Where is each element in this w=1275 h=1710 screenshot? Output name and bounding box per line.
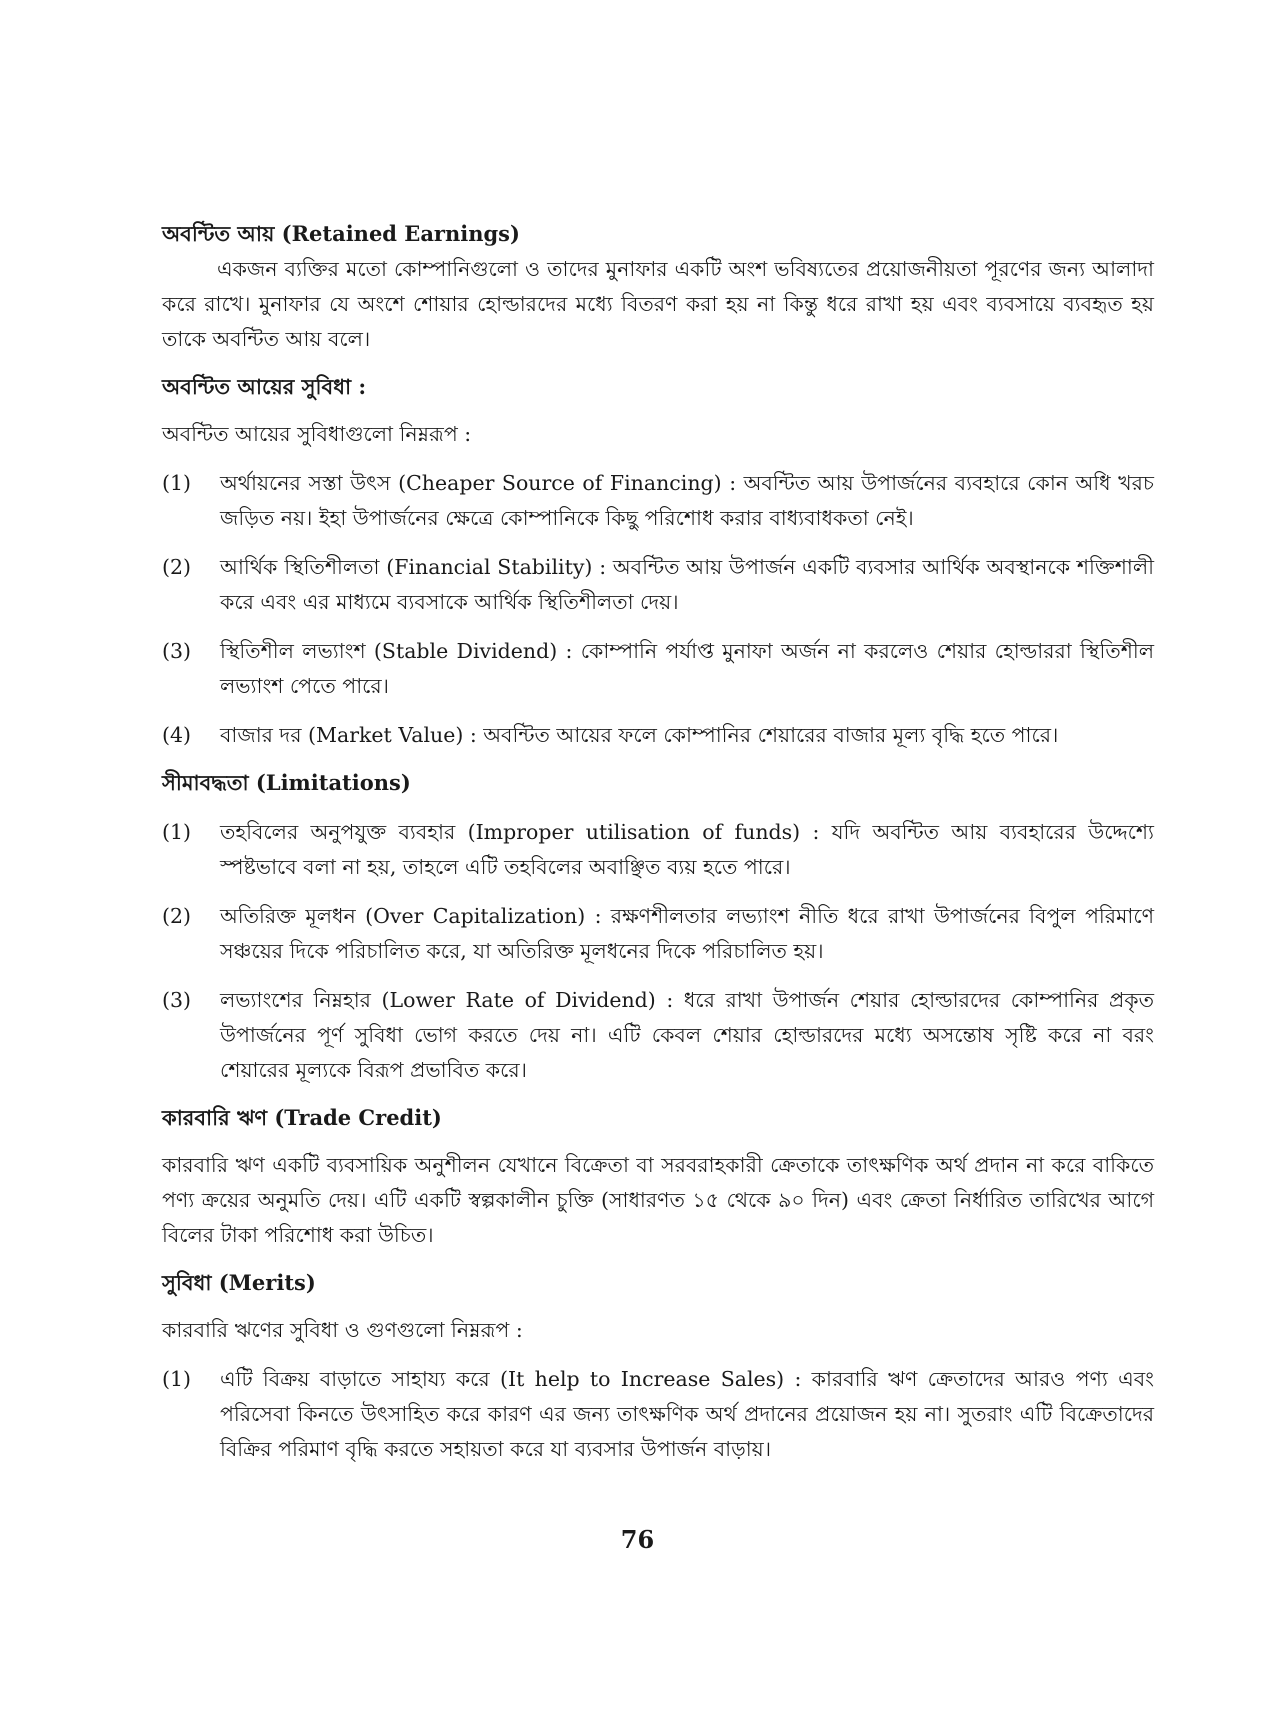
item-number: (1) bbox=[162, 471, 192, 495]
item-number: (2) bbox=[162, 904, 192, 928]
list-item bbox=[162, 899, 1154, 969]
item-number: (3) bbox=[162, 988, 192, 1012]
item-number: (3) bbox=[162, 639, 192, 663]
list-item bbox=[162, 983, 1154, 1088]
item-text: এটি বিক্রয় বাড়াতে সাহায্য করে (It help to Increase Sales) : কারবারি ঋণ ক্রেতাদের আরও পণ্য এবং পরিসেবা কিনতে উৎসাহিত করে কারণ এর জন্য তাৎক্ষণিক অর্থ প্রদানের প্রয়োজন হয় না। সুতরাং এটি বিক্রেতাদের বিক্রির পরিমাণ বৃদ্ধি করতে সহায়তা করে যা ব্যবসার উপার্জন বাড়ায়। bbox=[220, 1367, 1154, 1461]
advantages-lead: অবন্টিত আয়ের সুবিধাগুলো নিম্নরূপ : bbox=[162, 422, 472, 446]
advantages-list bbox=[162, 466, 1154, 753]
item-number: (1) bbox=[162, 1367, 192, 1391]
item-number: (2) bbox=[162, 555, 192, 579]
item-number: (1) bbox=[162, 820, 192, 844]
item-text: লভ্যাংশের নিম্নহার (Lower Rate of Dividend) : ধরে রাখা উপার্জন শেয়ার হোল্ডারদের কোম্পানির প্রকৃত উপার্জনের পূর্ণ সুবিধা ভোগ করতে দেয় না। এটি কেবল শেয়ার হোল্ডারদের মধ্যে অসন্তোষ সৃষ্টি করে না বরং শেয়ারের মূল্যকে বিরূপ প্রভাবিত করে। bbox=[220, 988, 1154, 1082]
page-content bbox=[162, 216, 1154, 1467]
retained-earnings-intro: একজন ব্যক্তির মতো কোম্পানিগুলো ও তাদের মুনাফার একটি অংশ ভবিষ্যতের প্রয়োজনীয়তা পূরণের জন্য আলাদা করে রাখে। মুনাফার যে অংশে শোয়ার হোল্ডারদের মধ্যে বিতরণ করা হয় না কিন্তু ধরে রাখা হয় এবং ব্যবসায়ে ব্যবহৃত হয় তাকে অবন্টিত আয় বলে। bbox=[162, 257, 1154, 351]
list-item bbox=[162, 1362, 1154, 1467]
list-item bbox=[162, 718, 1154, 753]
retained-earnings-heading: অবন্টিত আয় (Retained Earnings) bbox=[162, 221, 520, 246]
list-item bbox=[162, 815, 1154, 885]
item-text: বাজার দর (Market Value) : অবন্টিত আয়ের ফলে কোম্পানির শেয়ারের বাজার মূল্য বৃদ্ধি হতে পারে। bbox=[220, 723, 1059, 747]
limitations-heading: সীমাবদ্ধতা (Limitations) bbox=[162, 770, 411, 795]
item-text: আর্থিক স্থিতিশীলতা (Financial Stability) : অবন্টিত আয় উপার্জন একটি ব্যবসার আর্থিক অবস্থানকে শক্তিশালী করে এবং এর মাধ্যমে ব্যবসাকে আর্থিক স্থিতিশীলতা দেয়। bbox=[220, 555, 1154, 614]
item-number: (4) bbox=[162, 723, 192, 747]
item-text: স্থিতিশীল লভ্যাংশ (Stable Dividend) : কোম্পানি পর্যাপ্ত মুনাফা অর্জন না করলেও শেয়ার হোল্ডাররা স্থিতিশীল লভ্যাংশ পেতে পারে। bbox=[220, 639, 1154, 698]
merits-heading: সুবিধা (Merits) bbox=[162, 1270, 316, 1295]
list-item bbox=[162, 466, 1154, 536]
item-text: অর্থায়নের সস্তা উৎস (Cheaper Source of Financing) : অবন্টিত আয় উপার্জনের ব্যবহারে কোন অধি খরচ জড়িত নয়। ইহা উপার্জনের ক্ষেত্রে কোম্পানিকে কিছু পরিশোধ করার বাধ্যবাধকতা নেই। bbox=[220, 471, 1154, 530]
limitations-list bbox=[162, 815, 1154, 1088]
merits-lead: কারবারি ঋণের সুবিধা ও গুণগুলো নিম্নরূপ : bbox=[162, 1318, 523, 1342]
list-item bbox=[162, 634, 1154, 704]
list-item bbox=[162, 550, 1154, 620]
advantages-heading: অবন্টিত আয়ের সুবিধা : bbox=[162, 374, 367, 399]
trade-credit-intro: কারবারি ঋণ একটি ব্যবসায়িক অনুশীলন যেখানে বিক্রেতা বা সরবরাহকারী ক্রেতাকে তাৎক্ষণিক অর্থ প্রদান না করে বাকিতে পণ্য ক্রয়ের অনুমতি দেয়। এটি একটি স্বল্পকালীন চুক্তি (সাধারণত ১৫ থেকে ৯০ দিন) এবং ক্রেতা নির্ধারিত তারিখের আগে বিলের টাকা পরিশোধ করা উচিত। bbox=[162, 1153, 1154, 1247]
item-text: তহবিলের অনুপযুক্ত ব্যবহার (Improper utilisation of funds) : যদি অবন্টিত আয় ব্যবহারের উদ্দেশ্যে স্পষ্টভাবে বলা না হয়, তাহলে এটি তহবিলের অবাঞ্ছিত ব্যয় হতে পারে। bbox=[220, 820, 1154, 879]
item-text: অতিরিক্ত মূলধন (Over Capitalization) : রক্ষণশীলতার লভ্যাংশ নীতি ধরে রাখা উপার্জনের বিপুল পরিমাণে সঞ্চয়ের দিকে পরিচালিত করে, যা অতিরিক্ত মূলধনের দিকে পরিচালিত হয়। bbox=[220, 904, 1154, 963]
merits-list bbox=[162, 1362, 1154, 1467]
trade-credit-heading: কারবারি ঋণ (Trade Credit) bbox=[162, 1105, 442, 1130]
page-number: 76 bbox=[620, 1525, 655, 1554]
